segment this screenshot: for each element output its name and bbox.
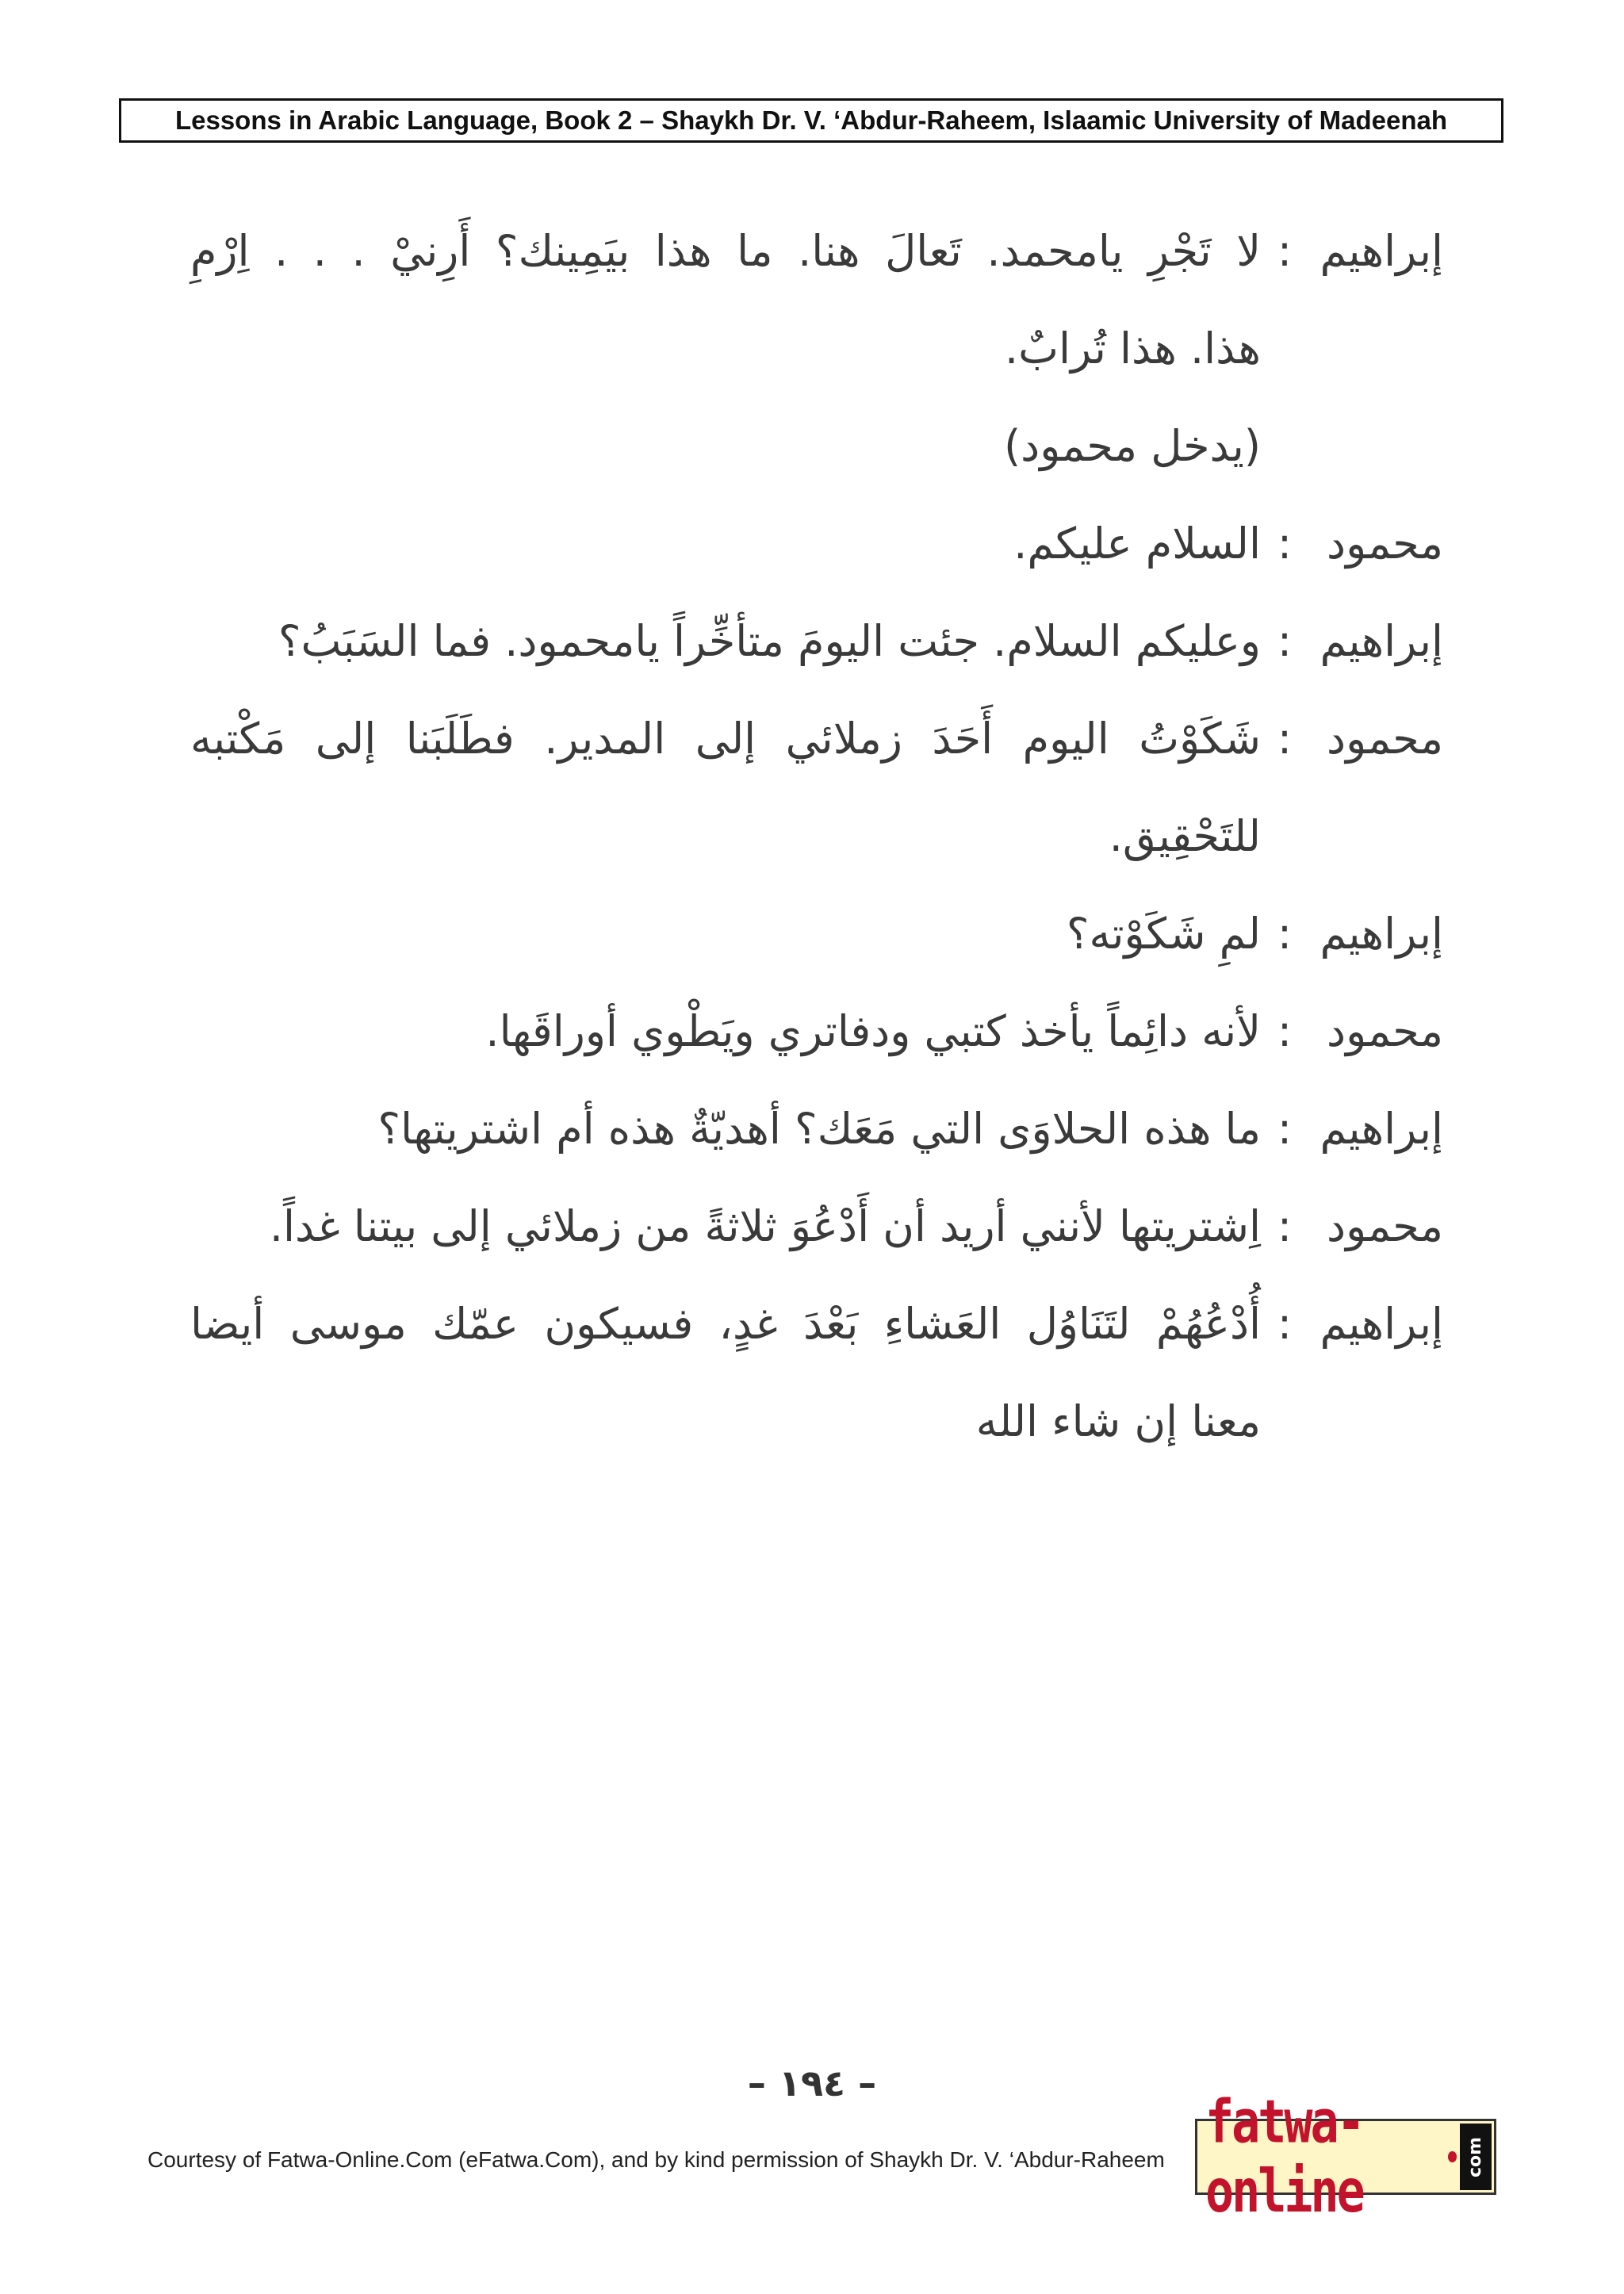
- stage-direction: [190, 397, 1443, 495]
- fatwa-online-logo[interactable]: [1195, 2087, 1496, 2227]
- logo-com-text: com: [1465, 2136, 1486, 2177]
- speaker-separator: :: [1277, 1104, 1293, 1154]
- speech-text: لأنه دائِماً يأخذ كتبي ودفاتري ويَطْوي أوراقَها.: [485, 1006, 1261, 1056]
- dialogue-line: [190, 1080, 1443, 1178]
- dialogue-line-continued: [190, 1373, 1443, 1470]
- speech-text: السلام عليكم.: [1013, 519, 1261, 569]
- dialogue-line: [190, 592, 1443, 690]
- speech-text: ما هذه الحلاوَى التي مَعَك؟ أهديّةٌ هذه أم اشتريتها؟: [377, 1104, 1261, 1154]
- speech-text: معنا إن شاء الله: [975, 1396, 1261, 1446]
- page-header: [119, 98, 1503, 143]
- speaker-separator: :: [1277, 1006, 1293, 1056]
- speaker-name: محمود: [1327, 1006, 1443, 1056]
- speaker-name: إبراهيم: [1320, 226, 1443, 276]
- dialogue-line: [190, 982, 1443, 1080]
- dialogue-line: [190, 690, 1443, 787]
- dialogue-line: [190, 202, 1443, 300]
- speaker-name: محمود: [1327, 519, 1443, 569]
- speaker-separator: :: [1277, 714, 1293, 764]
- speech-text: أُدْعُهُمْ لتَنَاوُل العَشاءِ بَعْدَ غدٍ، فسيكون عمّك موسى أيضا: [190, 1299, 1261, 1349]
- dialogue-line: [190, 885, 1443, 982]
- courtesy-note: Courtesy of Fatwa-Online.Com (eFatwa.Com), and by kind permission of Shaykh Dr. V. ‘Abdur-Raheem: [147, 2147, 1165, 2172]
- speech-text: شَكَوْتُ اليوم أَحَدَ زملائي إلى المدير. فطَلَبَنا إلى مَكْتبه: [190, 714, 1261, 764]
- speaker-name: إبراهيم: [1320, 616, 1443, 666]
- speaker-separator: :: [1277, 1201, 1293, 1251]
- page-number: – ١٩٤ –: [747, 2062, 877, 2104]
- speaker-name: إبراهيم: [1320, 909, 1443, 959]
- dialogue-line: [190, 1275, 1443, 1373]
- speaker-separator: :: [1277, 909, 1293, 959]
- speaker-name: محمود: [1327, 1201, 1443, 1251]
- dialogue-line: [190, 495, 1443, 592]
- logo-text: fatwa-online: [1205, 2087, 1363, 2227]
- speech-text: للتَحْقِيق.: [1109, 811, 1261, 861]
- speech-text: اِشتريتها لأنني أريد أن أَدْعُوَ ثلاثةً من زملائي إلى بيتنا غداً.: [269, 1201, 1261, 1251]
- speech-text: هذا. هذا تُرابٌ.: [1005, 324, 1261, 373]
- dialogue-line: [190, 1178, 1443, 1275]
- speaker-separator: :: [1277, 226, 1293, 276]
- speaker-separator: :: [1277, 519, 1293, 569]
- speech-text: لمِ شَكَوْته؟: [1066, 909, 1261, 959]
- speaker-name: إبراهيم: [1320, 1299, 1443, 1349]
- stage-direction-text: (يدخل محمود): [1004, 421, 1261, 471]
- speaker-name: إبراهيم: [1320, 1104, 1443, 1154]
- logo-dot-icon: [1448, 2151, 1457, 2162]
- speaker-separator: :: [1277, 616, 1293, 666]
- header-title: Lessons in Arabic Language, Book 2 – Shaykh Dr. V. ‘Abdur-Raheem, Islaamic University of Madeenah: [174, 105, 1448, 135]
- logo-com-badge: [1460, 2124, 1492, 2190]
- speech-text: لا تَجْرِ يامحمد. تَعالَ هنا. ما هذا بيَمِينك؟ أَرِنيْ . . . اِرْمِ: [190, 226, 1261, 276]
- speech-text: وعليكم السلام. جئت اليومَ متأخِّراً يامحمود. فما السَبَبُ؟: [278, 616, 1261, 666]
- dialogue: [190, 202, 1443, 1470]
- speaker-separator: :: [1277, 1299, 1293, 1349]
- speaker-name: محمود: [1327, 714, 1443, 764]
- dialogue-line-continued: [190, 787, 1443, 885]
- dialogue-line-continued: [190, 300, 1443, 397]
